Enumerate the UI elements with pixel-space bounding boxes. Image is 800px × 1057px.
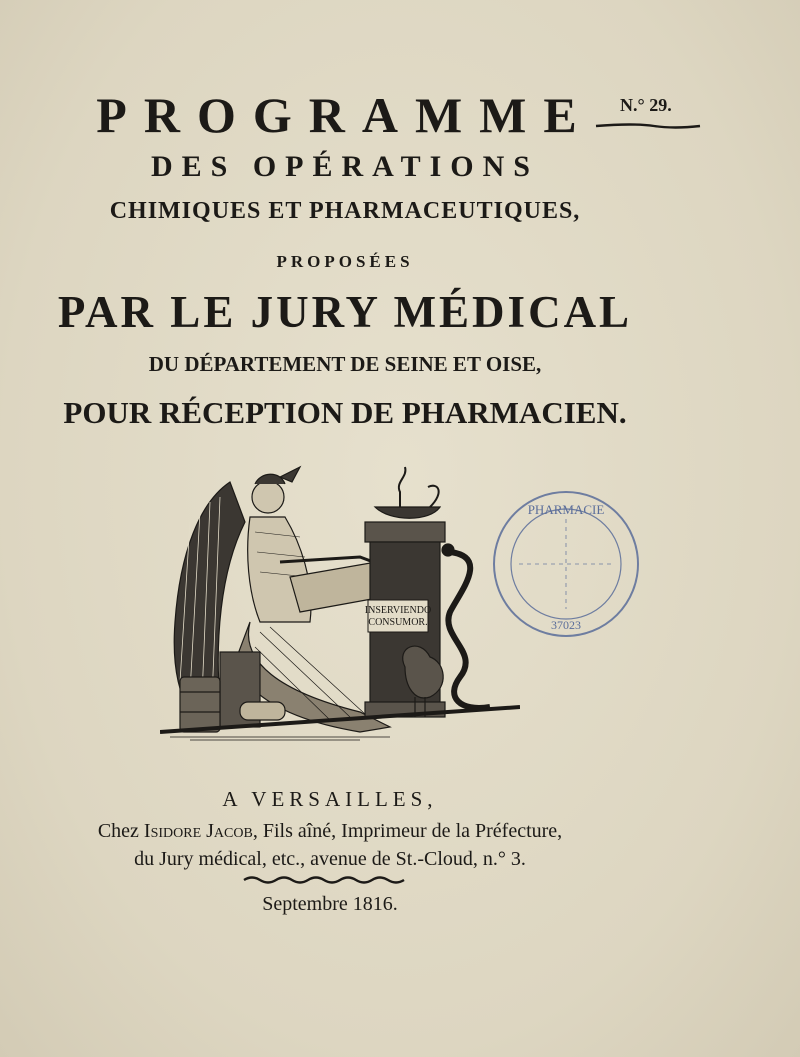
library-stamp <box>484 484 654 654</box>
imprint-printer <box>0 820 660 843</box>
title-des-operations: DES OPÉRATIONS <box>150 150 539 183</box>
engraving-vignette <box>160 462 520 747</box>
number-underline <box>594 120 704 132</box>
motto-line-2: CONSUMOR. <box>368 617 428 628</box>
ornament-rule <box>242 874 412 886</box>
printer-pre: Chez <box>97 820 144 842</box>
stamp-top-text: PHARMACIE <box>527 502 605 517</box>
imprint-address: du Jury médical, etc., avenue de St.-Cloud, n.° 3. <box>134 848 526 870</box>
title-programme: PROGRAMME <box>96 87 594 143</box>
printer-name: Isidore Jacob <box>143 820 253 842</box>
printer-post: , Fils aîné, Imprimeur de la Préfecture, <box>252 820 563 842</box>
title-departement: DU DÉPARTEMENT DE SEINE ET OISE, <box>148 352 542 376</box>
title-proposees: PROPOSÉES <box>276 252 414 271</box>
imprint-date: Septembre 1816. <box>262 893 398 915</box>
title-reception: POUR RÉCEPTION DE PHARMACIEN. <box>63 395 627 430</box>
stamp-number: 37023 <box>551 618 581 632</box>
document-number: N.° 29. <box>620 95 672 115</box>
title-jury-medical: PAR LE JURY MÉDICAL <box>57 287 633 337</box>
motto-line-1: INSERVIENDO <box>364 605 432 616</box>
imprint-place: A VERSAILLES, <box>222 787 438 811</box>
title-chimiques: CHIMIQUES ET PHARMACEUTIQUES, <box>109 198 581 224</box>
